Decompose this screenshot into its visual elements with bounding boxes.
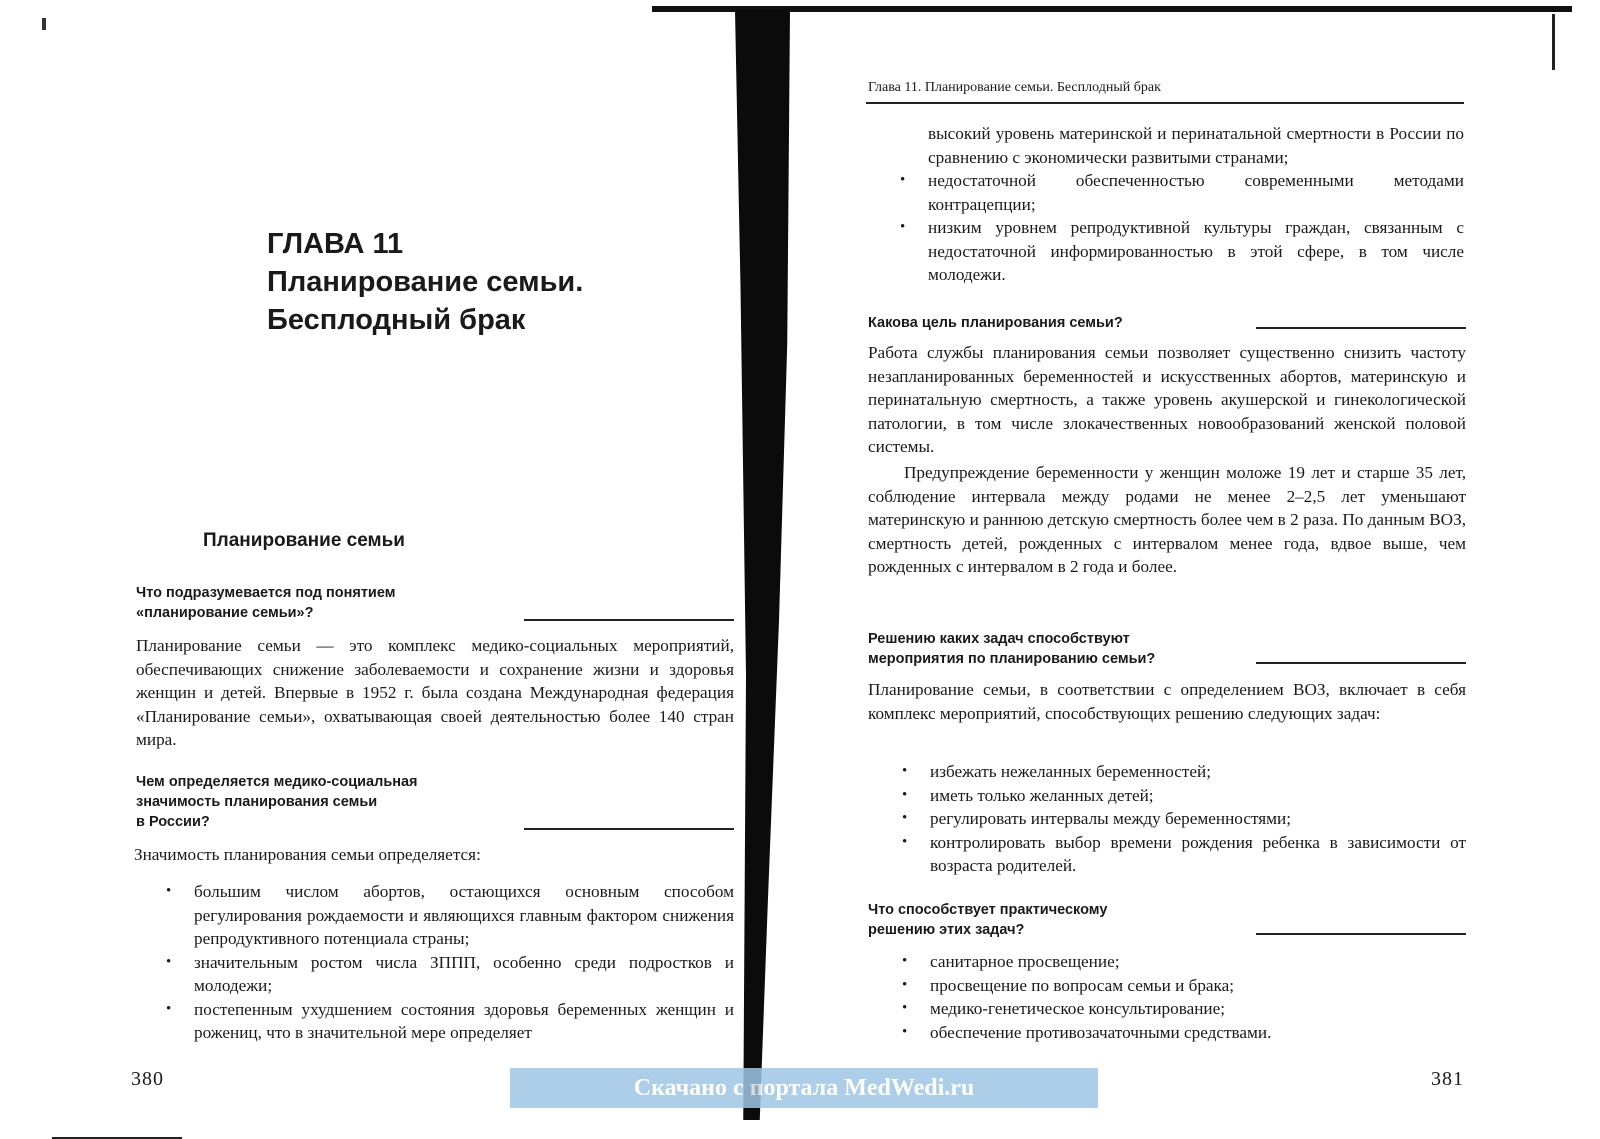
question-2-line3: в России?	[136, 814, 210, 830]
list-item: • контролировать выбор времени рождения ребенка в зависимости от возраста родителей.	[930, 831, 1466, 878]
list-item: • регулировать интервалы между беременностями;	[930, 807, 1466, 831]
list-item: • большим числом абортов, остающихся основным способом регулирования рождаемости и являющихся главным фактором снижения репродуктивного потенциала страны;	[194, 880, 734, 951]
question-rule	[524, 828, 734, 830]
bullet-list-right-mid	[930, 760, 1466, 878]
question-2-line2: значимость планирования семьи	[136, 794, 378, 810]
question-5-line1: Что способствует практическому	[868, 902, 1108, 918]
question-4-line2: мероприятия по планированию семьи?	[868, 651, 1156, 667]
list-item: • избежать нежеланных беременностей;	[930, 760, 1466, 784]
question-rule	[1256, 327, 1466, 329]
left-page	[0, 0, 760, 1131]
paragraph-2: Значимость планирования семьи определяется:	[134, 845, 481, 864]
question-heading-1	[136, 583, 395, 623]
paragraph-4: Предупреждение беременности у женщин моложе 19 лет и старше 35 лет, соблюдение интервала между родами не менее 2–2,5 лет уменьшают материнскую и раннюю детскую смертность более чем в 2 раза. По данным ВОЗ, смертность детей, рожденных с интервалом менее года, вдвое выше, чем рожденных с интервалом в 2 года и более.	[868, 463, 1466, 576]
question-1-line2: «планирование семьи»?	[136, 605, 314, 621]
chapter-title-line2: Бесплодный брак	[267, 304, 526, 336]
list-item: • медико-генетическое консультирование;	[930, 997, 1466, 1021]
question-4-line1: Решению каких задач способствуют	[868, 631, 1130, 647]
question-heading-4	[868, 629, 1155, 669]
paragraph-5: Планирование семьи, в соответствии с определением ВОЗ, включает в себя комплекс мероприятий, способствующих решению следующих задач:	[868, 680, 1466, 723]
list-item: • обеспечение противозачаточными средствами.	[930, 1021, 1466, 1045]
list-item: • значительным ростом числа ЗППП, особенно среди подростков и молодежи;	[194, 951, 734, 998]
continued-bullet-text: высокий уровень материнской и перинатальной смертности в России по сравнению с экономически развитыми странами;	[928, 124, 1464, 167]
page-number-left: 380	[131, 1068, 164, 1090]
question-5-line2: решению этих задач?	[868, 922, 1025, 938]
chapter-label: ГЛАВА 11	[267, 228, 404, 260]
list-item: • просвещение по вопросам семьи и брака;	[930, 974, 1466, 998]
list-item: • недостаточной обеспеченностью современными методами контрацепции;	[928, 169, 1464, 216]
scan-top-edge	[652, 6, 1572, 12]
list-item: • иметь только желанных детей;	[930, 784, 1466, 808]
paragraph-1: Планирование семьи — это комплекс медико-социальных мероприятий, обеспечивающих снижение заболеваемости и сохранение жизни и здоровья женщин и детей. Впервые в 1952 г. была создана Международная федерация «Планирование семьи», охватывающая своей деятельностью более 140 стран мира.	[136, 636, 734, 749]
list-item: • низким уровнем репродуктивной культуры граждан, связанным с недостаточной информированностью в этой сфере, в том числе молодежи.	[928, 216, 1464, 287]
bullet-list-right-top	[928, 169, 1464, 287]
section-title: Планирование семьи	[203, 530, 405, 551]
running-head: Глава 11. Планирование семьи. Бесплодный брак	[868, 80, 1161, 95]
question-2-line1: Чем определяется медико-социальная	[136, 774, 418, 790]
chapter-title-line1: Планирование семьи.	[267, 266, 584, 298]
paragraph-3: Работа службы планирования семьи позволяет существенно снизить частоту незапланированных беременностей и искусственных абортов, материнскую и перинатальную смертность, а также уровень акушерской и гинекологической патологии, в том числе злокачественных новообразований женской половой системы.	[868, 343, 1466, 456]
scan-right-edge	[1552, 14, 1555, 70]
question-heading-2	[136, 772, 418, 832]
running-head-rule	[866, 102, 1464, 104]
question-rule	[524, 619, 734, 621]
question-rule	[1256, 933, 1466, 935]
question-heading-5	[868, 900, 1107, 940]
list-item: • постепенным ухудшением состояния здоровья беременных женщин и рожениц, что в значительной мере определяет	[194, 998, 734, 1045]
bullet-list-right-bottom	[930, 950, 1466, 1044]
page-number-right: 381	[1431, 1068, 1464, 1090]
question-rule	[1256, 662, 1466, 664]
question-heading-3	[868, 313, 1123, 333]
question-1-line1: Что подразумевается под понятием	[136, 585, 396, 601]
chapter-heading	[267, 225, 583, 339]
bullet-list-left	[194, 880, 734, 1045]
list-item: • санитарное просвещение;	[930, 950, 1466, 974]
question-3-line1: Какова цель планирования семьи?	[868, 315, 1123, 331]
watermark-banner: Скачано с портала MedWedi.ru	[510, 1068, 1098, 1108]
